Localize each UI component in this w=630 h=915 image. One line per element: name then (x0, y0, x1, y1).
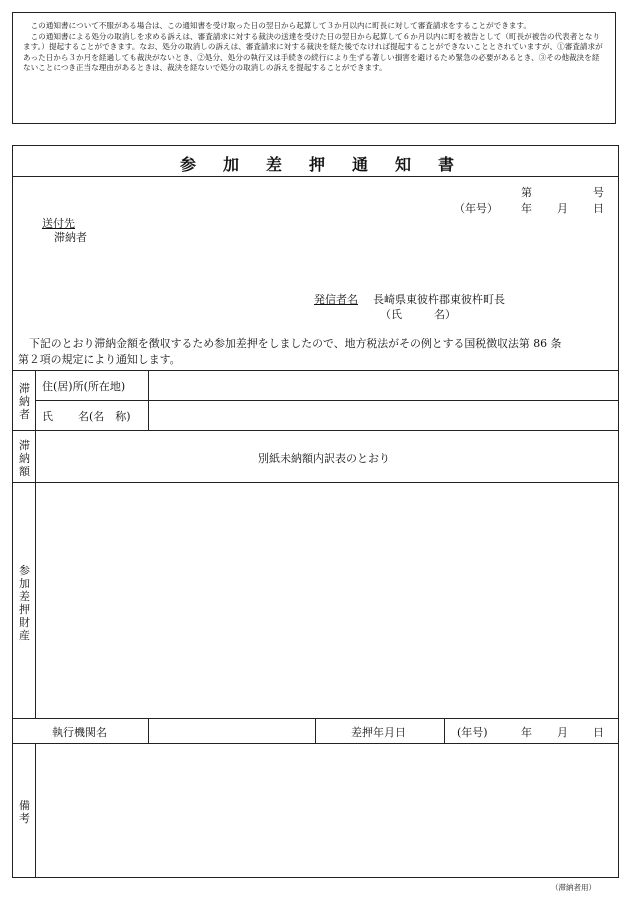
divider-address (35, 400, 618, 401)
notice-form (12, 145, 619, 878)
amount-label-char-2: 納 (19, 452, 30, 465)
seizure-label-divider (315, 718, 316, 743)
date-year: 年 (521, 202, 532, 215)
remarks-label-char-1: 備 (19, 799, 30, 812)
label-column-divider-upper (35, 370, 36, 482)
seizure-year: 年 (521, 726, 532, 739)
divider-delinquent (13, 430, 618, 431)
label-column-divider-remarks (35, 743, 36, 877)
sender-name-open: （氏 (380, 308, 402, 321)
amount-label-char-1: 滞 (19, 439, 30, 452)
agency-label: 執行機関名 (52, 726, 107, 739)
divider-seizure (13, 743, 618, 744)
date-era: （年号） (454, 202, 498, 215)
form-title-char-1: 参 (180, 155, 197, 174)
property-label-char-4: 押 (19, 603, 30, 616)
name-label-right: 名(名 称) (78, 410, 131, 423)
property-label-char-1: 参 (19, 564, 30, 577)
sender-name-close: 名） (434, 308, 456, 321)
appeal-notice-box (12, 12, 616, 124)
body-text-line-2: 第２項の規定により通知します。 (18, 353, 181, 366)
sender-label: 発信者名 (314, 293, 358, 306)
appeal-notice-paragraph-2: この通知書による処分の取消しを求める訴えは、審査請求に対する裁決の送達を受けた日の翌日から起算して６か月以内に町を被告として（町長が被告の代表者となります。）提起することができます。なお、処分の取消しの訴えは、審査請求に対する裁決を経た後でなければ提起することができないこととされていますが、①審査請求があった日から３か月を経過しても裁決がないとき、②処分、処分の執行又は手続きの続行により生ずる著しい損害を避けるため緊急の必要があるとき、③その他裁決を経ないことにつき正当な理由があるときは、裁決を経ないで処分の取消しの訴えを提起することができます。 (23, 31, 603, 73)
form-title-char-5: 通 (352, 155, 369, 174)
property-label-char-2: 加 (19, 577, 30, 590)
address-label: 住(居)所(所在地) (42, 380, 126, 393)
divider-body (13, 370, 618, 371)
amount-value: 別紙未納額内訳表のとおり (258, 452, 390, 465)
copy-label: （滞納者用） (551, 883, 596, 892)
property-label-char-6: 産 (19, 629, 30, 642)
document-number-prefix: 第 (521, 186, 532, 199)
seizure-value-divider (444, 718, 445, 743)
name-label-left: 氏 (42, 410, 53, 423)
form-title-char-6: 知 (395, 155, 412, 174)
form-title-char-3: 差 (266, 155, 283, 174)
seizure-day: 日 (593, 726, 604, 739)
delinquent-label-char-2: 納 (19, 395, 30, 408)
divider-title (13, 176, 618, 177)
seizure-month: 月 (557, 726, 568, 739)
label-column-divider-property (35, 482, 36, 718)
seizure-era: (年号) (457, 726, 488, 739)
seizure-date-label: 差押年月日 (351, 726, 406, 739)
body-text-line-1: 下記のとおり滞納金額を徴収するため参加差押をしましたので、地方税法がその例とする国税徴収法第 86 条 (29, 337, 562, 350)
property-label-char-3: 差 (19, 590, 30, 603)
date-month: 月 (557, 202, 568, 215)
remarks-label-char-2: 考 (19, 812, 30, 825)
form-title-char-2: 加 (223, 155, 240, 174)
property-label-char-5: 財 (19, 616, 30, 629)
divider-amount (13, 482, 618, 483)
appeal-notice-paragraph-1: この通知書について不服がある場合は、この通知書を受け取った日の翌日から起算して３か月以内に町長に対して審査請求をすることができます。 (30, 21, 532, 30)
amount-label-char-3: 額 (19, 465, 30, 478)
recipient-value: 滞納者 (54, 231, 87, 244)
agency-field-divider (148, 718, 149, 743)
sender-value: 長崎県東彼杵郡東彼杵町長 (373, 293, 505, 306)
recipient-label: 送付先 (42, 217, 75, 230)
delinquent-label-char-3: 者 (19, 408, 30, 421)
date-day: 日 (593, 202, 604, 215)
form-title-char-7: 書 (438, 155, 455, 174)
delinquent-label-char-1: 滞 (19, 382, 30, 395)
document-number-suffix: 号 (593, 186, 604, 199)
form-title-char-4: 押 (309, 155, 326, 174)
